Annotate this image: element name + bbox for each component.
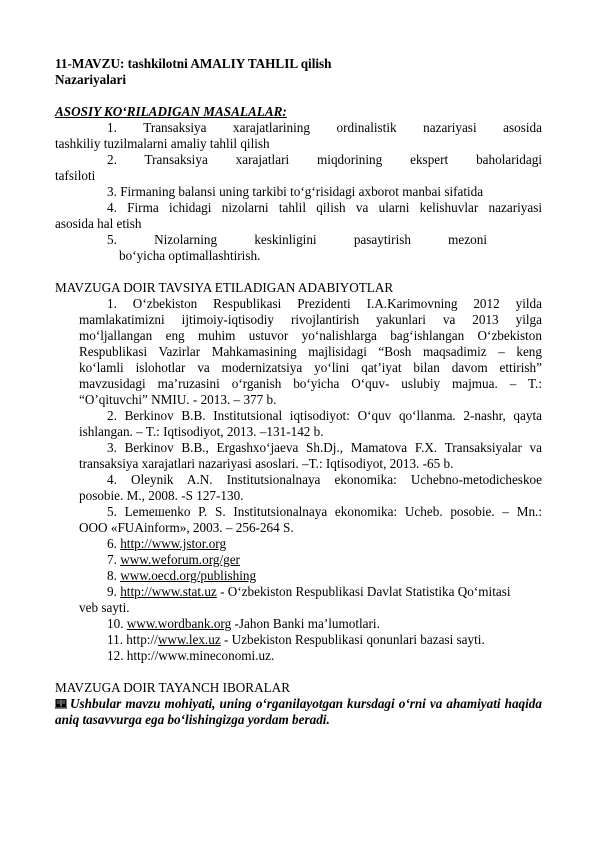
reference-11-number: 11. bbox=[107, 632, 123, 647]
reference-3-line-1: 3. Berkinov B.B., Ergashxo‘jaeva Sh.Dj., Mamatova F.X. Transaksiyalar va bbox=[107, 440, 542, 455]
reference-9-cont: veb sayti. bbox=[79, 600, 130, 615]
reference-11-description: - Uzbekiston Respublikasi qonunlari bazasi sayti. bbox=[220, 632, 485, 647]
reference-12-text: http://www.mineconomi.uz. bbox=[126, 648, 275, 663]
reference-3-line-2: transaksiya xarajatlari nazariyasi asoslari. –T.: Iqtisodiyot, 2013. -65 b. bbox=[79, 456, 454, 471]
issue-item-3: 3. Firmaning balansi uning tarkibi to‘g‘risidagi axborot manbai sifatida bbox=[107, 184, 484, 199]
reference-6-number: 6. bbox=[107, 536, 117, 551]
issue-item-4: 4. Firma ichidagi nizolarni tahlil qilish va ularni kelishuvlar nazariyasi bbox=[107, 200, 542, 215]
issue-item-2-cont: tafsiloti bbox=[55, 168, 96, 183]
reference-2-line-2: ishlangan. – T.: Iqtisodiyot, 2013. –131-142 b. bbox=[79, 424, 324, 439]
page-subtitle: Nazariyalari bbox=[55, 72, 127, 87]
section-heading-issues: ASOSIY KO‘RILADIGAN MASALALAR: bbox=[55, 104, 287, 119]
issue-item-4-cont: asosida hal etish bbox=[55, 216, 142, 231]
reference-12 bbox=[107, 648, 274, 664]
reference-10-number: 10. bbox=[107, 616, 124, 631]
link-jstor[interactable]: http://www.jstor.org bbox=[120, 536, 227, 551]
reference-9 bbox=[107, 584, 511, 600]
issue-item-5-cont: bo‘yicha optimallashtirish. bbox=[119, 248, 261, 263]
reference-8 bbox=[107, 568, 256, 584]
reference-11 bbox=[107, 632, 485, 648]
reference-1-line-3: mo‘ljallangan eng muhim ustuvor yo‘nalishlarga bag‘ishlangan O‘zbekiston bbox=[79, 328, 542, 343]
reference-1-line-7: “O’qituvchi” NMIU. - 2013. – 377 b. bbox=[79, 392, 277, 407]
book-icon bbox=[55, 697, 67, 708]
reference-2-line-1: 2. Berkinov B.B. Institutsional iqtisodiyot: O‘quv qo‘llanma. 2-nashr, qayta bbox=[107, 408, 542, 423]
page-title: 11-MAVZU: tashkilotni AMALIY TAHLIL qilish bbox=[55, 56, 332, 71]
link-weforum[interactable]: www.weforum.org/ger bbox=[120, 552, 240, 567]
keyterms-note-line-2: aniq tasavvurga ega bo‘lishingizga yordam beradi. bbox=[55, 712, 330, 727]
link-stat[interactable]: http://www.stat.uz bbox=[120, 584, 217, 599]
keyterms-note-text: Ushbular mavzu mohiyati, uning o‘rganilayotgan kursdagi o‘rni va ahamiyati haqida bbox=[70, 696, 542, 711]
reference-10-description: -Jahon Banki ma’lumotlari. bbox=[231, 616, 380, 631]
reference-11-prefix: http:// bbox=[126, 632, 158, 647]
link-lex[interactable]: www.lex.uz bbox=[157, 632, 221, 647]
reference-4-line-2: posobie. M., 2008. -S 127-130. bbox=[79, 488, 244, 503]
section-heading-literature: MAVZUGA DOIR TAVSIYA ETILADIGAN ADABIYOTLAR bbox=[55, 280, 394, 295]
reference-10 bbox=[107, 616, 380, 632]
reference-5-line-2: OOO «FUAinform», 2003. – 256-264 S. bbox=[79, 520, 294, 535]
reference-1-line-2: mamlakatimizni ijtimoiy-iqtisodiy rivojlantirish yakunlari va 2013 yilga bbox=[79, 312, 542, 327]
reference-7-number: 7. bbox=[107, 552, 117, 567]
reference-1-line-1: 1. O‘zbekiston Respublikasi Prezidenti I.A.Karimovning 2012 yilda bbox=[107, 296, 542, 311]
reference-9-description: - O‘zbekiston Respublikasi Davlat Statistika Qo‘mitasi bbox=[216, 584, 511, 599]
reference-6 bbox=[107, 536, 226, 552]
reference-7 bbox=[107, 552, 240, 568]
keyterms-note-line-1 bbox=[55, 696, 542, 712]
reference-12-number: 12. bbox=[107, 648, 124, 663]
link-oecd[interactable]: www.oecd.org/publishing bbox=[120, 568, 257, 583]
issue-item-1: 1. Transaksiya xarajatlarining ordinalistik nazariyasi asosida bbox=[107, 120, 542, 135]
issue-item-2: 2. Transaksiya xarajatlari miqdorining ekspert baholaridagi bbox=[107, 152, 542, 167]
reference-1-line-5: ko‘lamli islohotlar va modernizatsiya yo‘lini qat’iyat bilan davom ettirish” bbox=[79, 360, 542, 375]
reference-8-number: 8. bbox=[107, 568, 117, 583]
reference-4-line-1: 4. Oleynik A.N. Institutsionalnaya ekonomika: Uchebno-metodicheskoe bbox=[107, 472, 542, 487]
link-worldbank[interactable]: www.wordbank.org bbox=[126, 616, 232, 631]
reference-5-line-1: 5. Lemeшenko P. S. Institutsionalnaya ekonomika: Ucheb. posobie. – Mn.: bbox=[107, 504, 542, 519]
reference-9-number: 9. bbox=[107, 584, 117, 599]
section-heading-keyterms: MAVZUGA DOIR TAYANCH IBORALAR bbox=[55, 680, 290, 695]
issue-item-1-cont: tashkiliy tuzilmalarni amaliy tahlil qilish bbox=[55, 136, 270, 151]
reference-1-line-4: Respublikasi Vazirlar Mahkamasining majlisidagi “Bosh maqsadimiz – keng bbox=[79, 344, 542, 359]
reference-1-line-6: mavzusidagi ma’ruzasini o‘rganish bo‘yicha O‘quv- uslubiy majmua. – T.: bbox=[79, 376, 542, 391]
issue-item-5: 5. Nizolarning keskinligini pasaytirish mezoni bbox=[107, 232, 487, 247]
